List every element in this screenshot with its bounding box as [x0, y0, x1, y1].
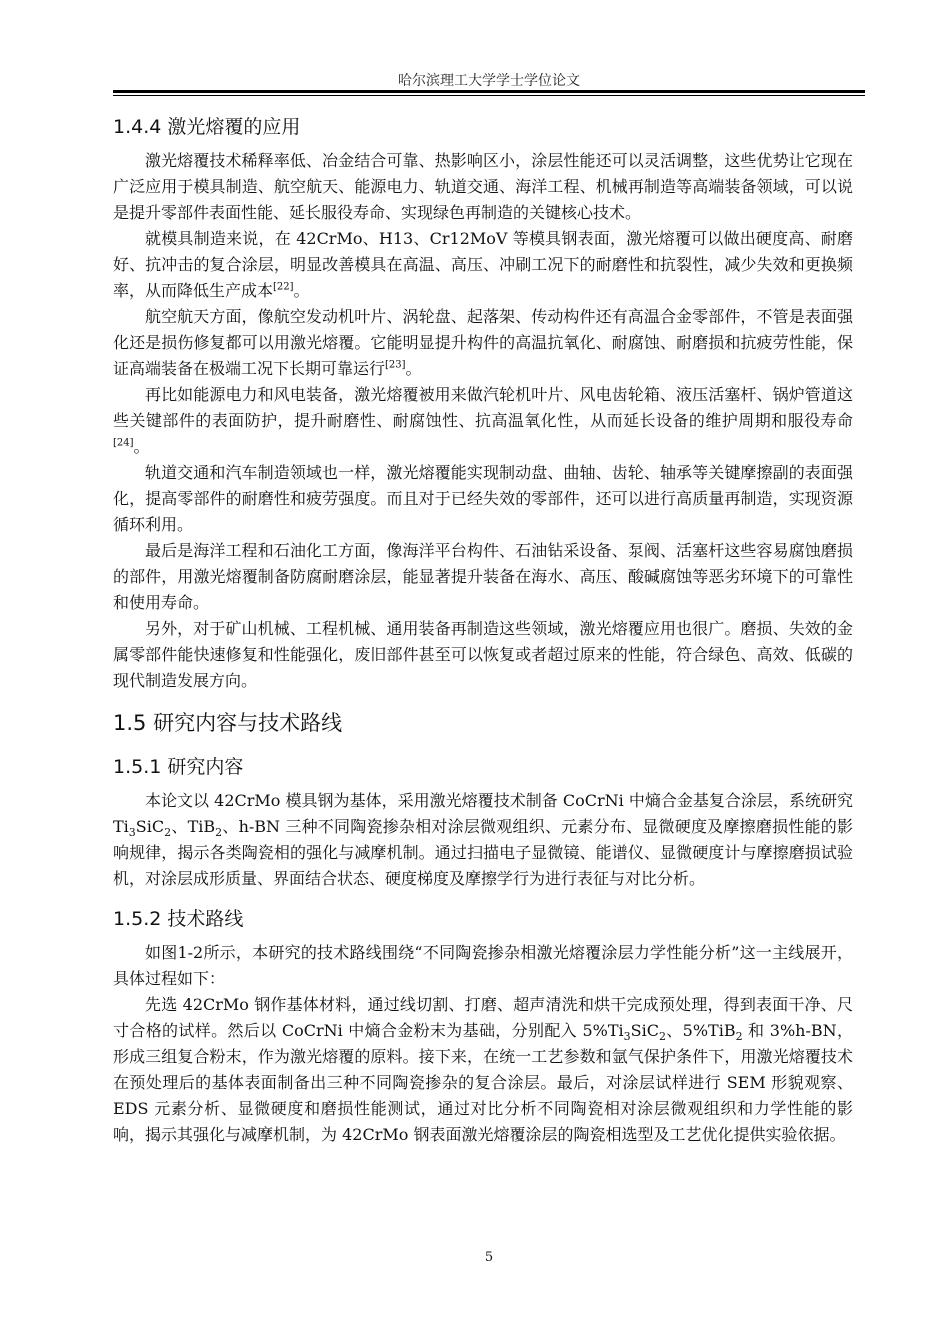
paragraph: 如图1-2所示，本研究的技术路线围绕“不同陶瓷掺杂相激光熔覆涂层力学性能分析”这一主线展开，具体过程如下：	[113, 943, 853, 988]
header-rule-thick	[113, 90, 865, 93]
section-heading-1-5: 1.5 研究内容与技术路线	[113, 711, 343, 735]
paragraph: 航空航天方面，像航空发动机叶片、涡轮盘、起落架、传动构件还有高温合金零部件，不管是表面强化还是损伤修复都可以用激光熔覆。它能明显提升构件的高温抗氧化、耐腐蚀、耐磨损和抗疲劳性能，保证高端装备在极端工况下长期可靠运行[23]。	[113, 307, 853, 378]
paragraph: 本论文以 42CrMo 模具钢为基体，采用激光熔覆技术制备 CoCrNi 中熵合金基复合涂层，系统研究 $Ti_3SiC_2$、TiB$_2$、h-BN 三种不同陶瓷掺杂相对涂层微观组织、元素分布、显微硬度及摩擦磨损性能的影响规律，揭示各类陶瓷相的强化与减摩机制。通过扫描电子显微镜、能谱仪、显微硬度计与摩擦磨损试验机，对涂层成形质量、界面结合状态、硬度梯度及摩擦学行为进行表征与对比分析。	[113, 791, 853, 888]
body-content	[113, 112, 853, 1148]
section-heading-1-5-1: 1.5.1 研究内容	[113, 756, 244, 778]
paragraph: 激光熔覆技术稀释率低、冶金结合可靠、热影响区小，涂层性能还可以灵活调整，这些优势让它现在广泛应用于模具制造、航空航天、能源电力、轨道交通、海洋工程、机械再制造等高端装备领域，可以说是提升零部件表面性能、延长服役寿命、实现绿色再制造的关键核心技术。	[113, 151, 853, 222]
paragraph: 轨道交通和汽车制造领域也一样，激光熔覆能实现制动盘、曲轴、齿轮、轴承等关键摩擦副的表面强化，提高零部件的耐磨性和疲劳强度。而且对于已经失效的零部件，还可以进行高质量再制造，实现资源循环利用。	[113, 463, 853, 534]
paragraph: 就模具制造来说，在 42CrMo、H13、Cr12MoV 等模具钢表面，激光熔覆可以做出硬度高、耐磨好、抗冲击的复合涂层，明显改善模具在高温、高压、冲刷工况下的耐磨性和抗裂性，减少失效和更换频率，从而降低生产成本[22]。	[113, 229, 853, 300]
citation: [24]	[113, 437, 134, 449]
page-number: 5	[484, 1250, 494, 1265]
citation: [23]	[385, 359, 406, 371]
paragraph: 先选 42CrMo 钢作基体材料，通过线切割、打磨、超声清洗和烘干完成预处理，得到表面干净、尺寸合格的试样。然后以 CoCrNi 中熵合金粉末为基础，分别配入 $5\%Ti_3SiC_2$、5%TiB$_2$ 和 3%h-BN，形成三组复合粉末，作为激光熔覆的原料。接下来，在统一工艺参数和氩气保护条件下，用激光熔覆技术在预处理后的基体表面制备出三种不同陶瓷掺杂的复合涂层。最后，对涂层试样进行 SEM 形貌观察、EDS 元素分析、显微硬度和磨损性能测试，通过对比分析不同陶瓷相对涂层微观组织和力学性能的影响，揭示其强化与减摩机制，为 42CrMo 钢表面激光熔覆涂层的陶瓷相选型及工艺优化提供实验依据。	[113, 995, 853, 1144]
header-rule-thin	[113, 95, 865, 96]
section-heading-1-5-2: 1.5.2 技术路线	[113, 908, 244, 930]
section-heading-1-4-4: 1.4.4 激光熔覆的应用	[113, 116, 301, 138]
running-header: 哈尔滨理工大学学士学位论文	[398, 73, 580, 89]
paragraph: 最后是海洋工程和石油化工方面，像海洋平台构件、石油钻采设备、泵阀、活塞杆这些容易腐蚀磨损的部件，用激光熔覆制备防腐耐磨涂层，能显著提升装备在海水、高压、酸碱腐蚀等恶劣环境下的可靠性和使用寿命。	[113, 541, 853, 612]
citation: [22]	[273, 281, 294, 293]
paragraph: 再比如能源电力和风电装备，激光熔覆被用来做汽轮机叶片、风电齿轮箱、液压活塞杆、锅炉管道这些关键部件的表面防护，提升耐磨性、耐腐蚀性、抗高温氧化性，从而延长设备的维护周期和服役寿命[24]。	[113, 385, 853, 456]
paragraph: 另外，对于矿山机械、工程机械、通用装备再制造这些领域，激光熔覆应用也很广。磨损、失效的金属零部件能快速修复和性能强化，废旧部件甚至可以恢复或者超过原来的性能，符合绿色、高效、低碳的现代制造发展方向。	[113, 619, 853, 690]
